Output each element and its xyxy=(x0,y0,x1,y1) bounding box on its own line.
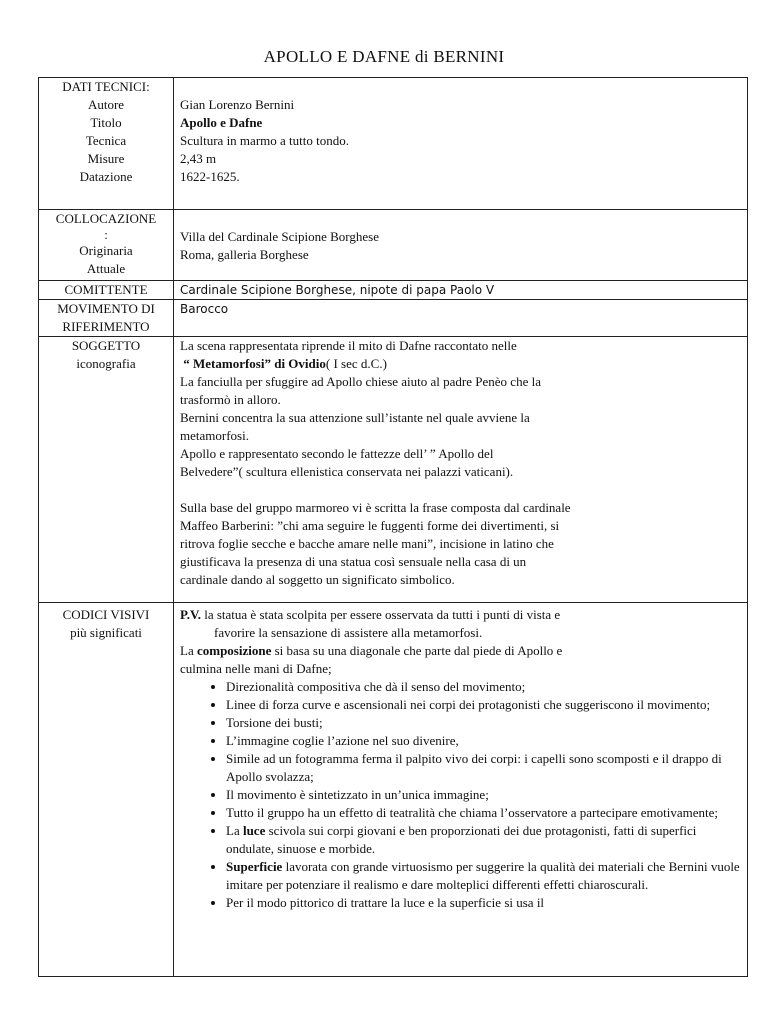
value-misure: 2,43 m xyxy=(180,151,217,166)
soggetto-p4-line2: Belvedere”( scultura ellenistica conservata nei palazzi vaticani). xyxy=(180,464,514,479)
soggetto-p3-line1: Bernini concentra la sua attenzione sull’istante nel quale avviene la xyxy=(180,410,530,425)
label-attuale: Attuale xyxy=(86,261,126,276)
pv-line2: favorire la sensazione di assistere alla metamorfosi. xyxy=(214,625,483,640)
composizione-bold: composizione xyxy=(196,643,272,658)
list-item: • La luce scivola sui corpi giovani e ben proporzionati dei due protagonisti, fatti di superfici ondulate, sinuose e morbide. xyxy=(226,822,741,858)
superficie-bold: Superficie xyxy=(226,859,283,874)
composizione-line: La composizione si basa su una diagonale che parte dal piede di Apollo e xyxy=(180,643,563,658)
dati-tecnici-heading: DATI TECNICI: xyxy=(62,79,150,94)
soggetto-p5-line1: Sulla base del gruppo marmoreo vi è scritta la frase composta dal cardinale xyxy=(180,500,571,515)
luce-bold: luce xyxy=(242,823,266,838)
row-movimento xyxy=(39,300,748,337)
soggetto-text xyxy=(174,337,748,603)
soggetto-p1-line2: “ Metamorfosi” di Ovidio( I sec d.C.) xyxy=(183,356,387,371)
soggetto-p2-line1: La fanciulla per sfuggire ad Apollo chiese aiuto al padre Penèo che la xyxy=(180,374,541,389)
dati-tecnici-values xyxy=(174,78,748,210)
list-item: • Torsione dei busti; xyxy=(226,714,741,732)
collocazione-labels xyxy=(39,210,174,281)
soggetto-p5-line2: Maffeo Barberini: ”chi ama seguire le fuggenti forme dei divertimenti, si xyxy=(180,518,560,533)
codici-label-2: più significati xyxy=(70,625,142,640)
soggetto-p2-line2: trasformò in alloro. xyxy=(180,392,281,407)
soggetto-p4-line1: Apollo e rappresentato secondo le fattezze dell’ ” Apollo del xyxy=(180,446,494,461)
info-table xyxy=(38,77,748,977)
row-soggetto xyxy=(39,337,748,603)
value-originaria: Villa del Cardinale Scipione Borghese xyxy=(180,229,379,244)
list-item: • Superficie lavorata con grande virtuosismo per suggerire la qualità dei materiali che Bernini vuole imitare per potenziare il realismo e dare molteplici differenti effetti chiaroscurali. xyxy=(226,858,741,894)
movimento-labels xyxy=(39,300,174,337)
list-item: • Simile ad un fotogramma ferma il palpito vivo dei corpi: i capelli sono scomposti e il drappo di Apollo svolazza; xyxy=(226,750,741,786)
codici-text xyxy=(174,603,748,977)
soggetto-p5-line3: ritrova foglie secche e bacche amare nelle mani”, incisione in latino che xyxy=(180,536,554,551)
label-titolo: Titolo xyxy=(90,115,122,130)
soggetto-label-1: SOGGETTO xyxy=(71,338,141,353)
list-item: • Tutto il gruppo ha un effetto di teatralità che chiama l’osservatore a partecipare emotivamente; xyxy=(226,804,741,822)
collocazione-values xyxy=(174,210,748,281)
metamorfosi-title: “ Metamorfosi” di Ovidio xyxy=(183,356,326,371)
committente-value: Cardinale Scipione Borghese, nipote di papa Paolo V xyxy=(174,281,748,300)
row-collocazione xyxy=(39,210,748,281)
collocazione-heading: COLLOCAZIONE xyxy=(55,211,157,226)
pv-bold: P.V. xyxy=(180,607,201,622)
list-item: • Direzionalità compositiva che dà il senso del movimento; xyxy=(226,678,741,696)
collocazione-colon: : xyxy=(104,227,108,242)
label-tecnica: Tecnica xyxy=(85,133,127,148)
dati-tecnici-labels xyxy=(39,78,174,210)
codici-labels xyxy=(39,603,174,977)
movimento-label-2: RIFERIMENTO xyxy=(62,319,150,334)
value-titolo: Apollo e Dafne xyxy=(180,115,263,130)
label-misure: Misure xyxy=(87,151,125,166)
row-committente xyxy=(39,281,748,300)
soggetto-label-2: iconografia xyxy=(76,356,136,371)
composizione-line2: culmina nelle mani di Dafne; xyxy=(180,661,332,676)
soggetto-p5-line5: cardinale dando al soggetto un significato simbolico. xyxy=(180,572,455,587)
soggetto-p3-line2: metamorfosi. xyxy=(180,428,249,443)
value-tecnica: Scultura in marmo a tutto tondo. xyxy=(180,133,349,148)
label-datazione: Datazione xyxy=(79,169,133,184)
row-codici-visivi xyxy=(39,603,748,977)
movimento-label-1: MOVIMENTO DI xyxy=(57,301,155,316)
movimento-value: Barocco xyxy=(174,300,748,337)
list-item: • Il movimento è sintetizzato in un’unica immagine; xyxy=(226,786,741,804)
value-datazione: 1622-1625. xyxy=(180,169,240,184)
codici-label-1: CODICI VISIVI xyxy=(62,607,150,622)
codici-bullet-list xyxy=(180,678,741,912)
value-attuale: Roma, galleria Borghese xyxy=(180,247,309,262)
pv-line: P.V. la statua è stata scolpita per essere osservata da tutti i punti di vista e xyxy=(180,607,561,622)
page-title: APOLLO E DAFNE di BERNINI xyxy=(263,47,505,66)
list-item: • Linee di forza curve e ascensionali nei corpi dei protagonisti che suggeriscono il movimento; xyxy=(226,696,741,714)
value-autore: Gian Lorenzo Bernini xyxy=(180,97,295,112)
label-originaria: Originaria xyxy=(79,243,133,258)
soggetto-labels xyxy=(39,337,174,603)
row-dati-tecnici xyxy=(39,78,748,210)
soggetto-p1-line1: La scena rappresentata riprende il mito di Dafne raccontato nelle xyxy=(180,338,517,353)
committente-label: COMITTENTE xyxy=(39,281,174,300)
label-autore: Autore xyxy=(87,97,125,112)
soggetto-p5-line4: giustificava la presenza di una statua così sensuale nella casa di un xyxy=(180,554,527,569)
list-item: • L’immagine coglie l’azione nel suo divenire, xyxy=(226,732,741,750)
list-item: • Per il modo pittorico di trattare la luce e la superficie si usa il xyxy=(226,894,741,912)
